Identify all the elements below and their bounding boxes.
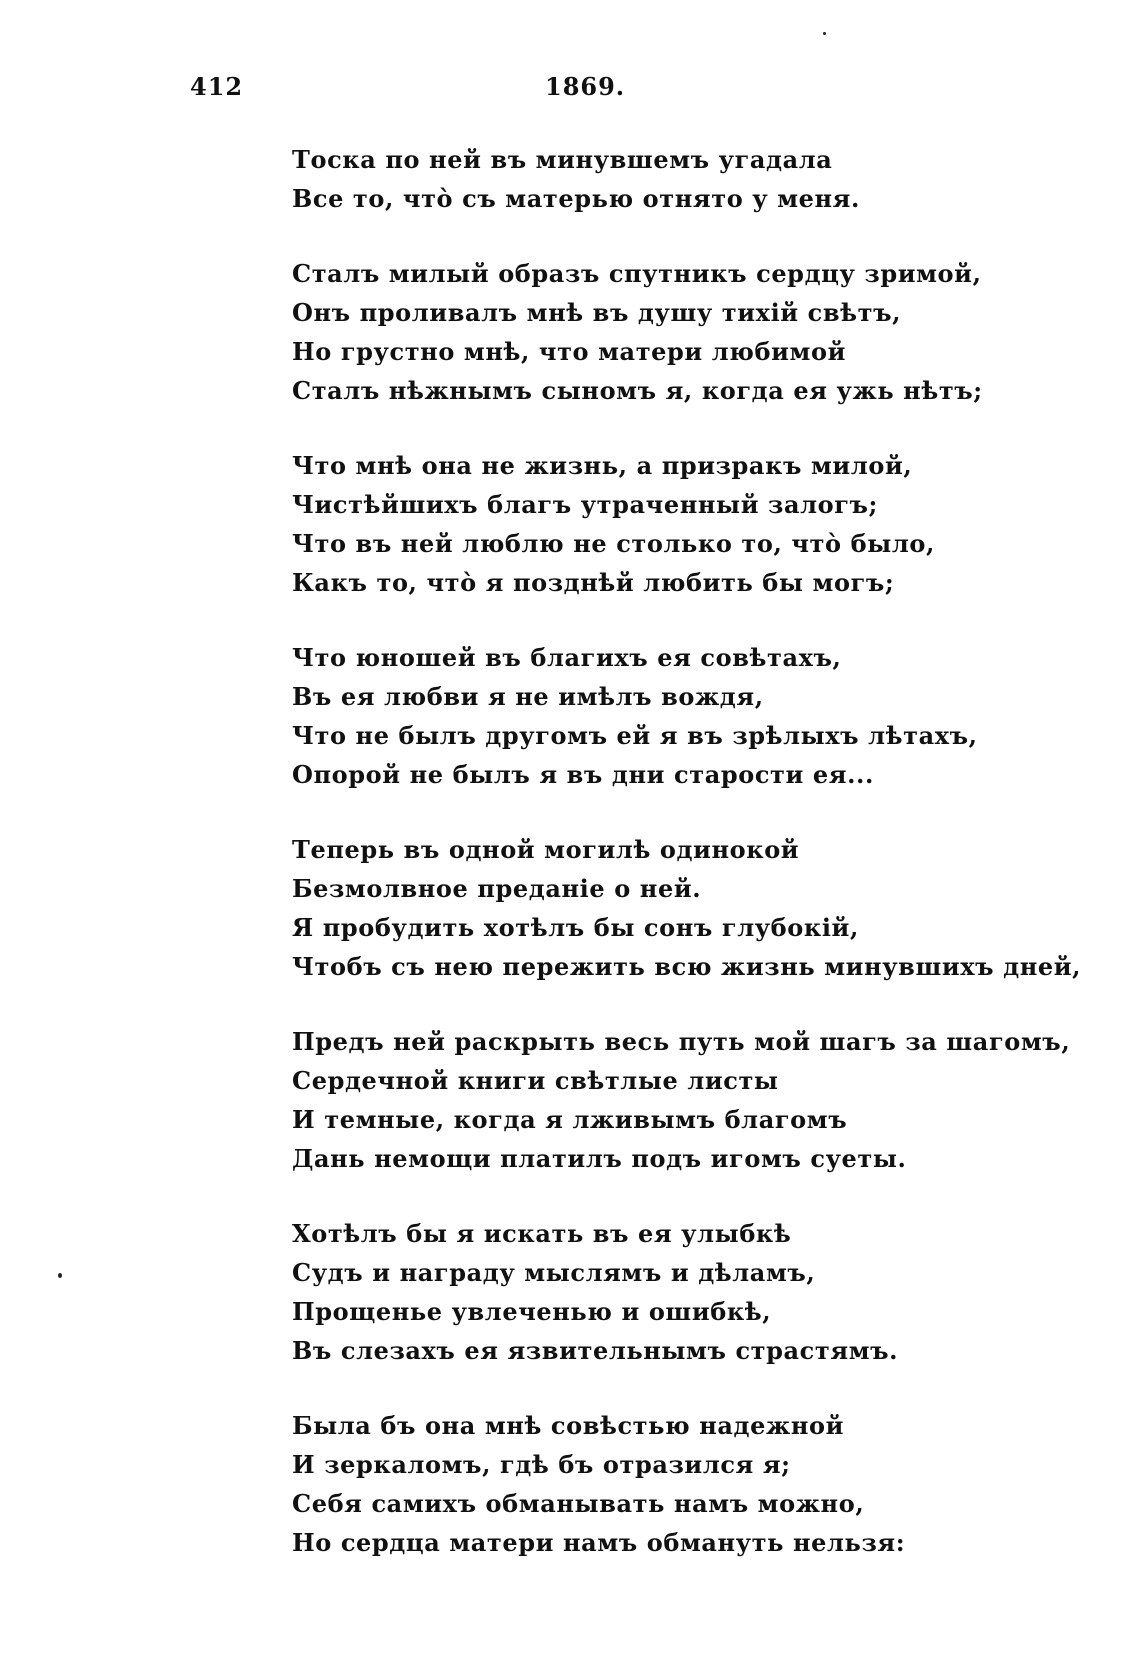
poem-line: Хотѣлъ бы я искать въ ея улыбкѣ (292, 1219, 792, 1248)
poem-line: Предъ ней раскрыть весь путь мой шагъ за шагомъ, (292, 1027, 1071, 1056)
stanza (292, 830, 1082, 986)
poem-line: Сталъ милый образъ спутникъ сердцу зримой, (292, 259, 982, 288)
poem-line: Была бъ она мнѣ совѣстью надежной (292, 1411, 844, 1440)
stanza (292, 1406, 1012, 1562)
print-speck (823, 32, 826, 35)
print-speck (58, 1273, 62, 1278)
poem-line: Я пробудить хотѣлъ бы сонъ глубокій, (292, 913, 859, 942)
poem-line: Все то, что̀ съ матерью отнято у меня. (292, 184, 860, 213)
stanza (292, 1214, 1012, 1370)
poem-line: Тоска по ней въ минувшемъ угадала (292, 145, 833, 174)
poem-line: Но сердца матери намъ обмануть нельзя: (292, 1528, 906, 1557)
running-header-year: 1869. (545, 72, 626, 101)
poem-line: Чтобъ съ нею пережить всю жизнь минувшихъ дней, (292, 952, 1082, 981)
poem-line: Сердечной книги свѣтлые листы (292, 1066, 779, 1095)
poem-line: И зеркаломъ, гдѣ бъ отразился я; (292, 1450, 791, 1479)
poem-line: И темные, когда я лживымъ благомъ (292, 1105, 848, 1134)
poem-line: Безмолвное преданіе о ней. (292, 874, 702, 903)
poem-line: Теперь въ одной могилѣ одинокой (292, 835, 800, 864)
poem-line: Судъ и награду мыслямъ и дѣламъ, (292, 1258, 816, 1287)
poem-line: Что въ ней люблю не столько то, что̀ было, (292, 529, 935, 558)
poem-line: Какъ то, что̀ я позднѣй любить бы могъ; (292, 568, 895, 597)
poem-line: Себя самихъ обманывать намъ можно, (292, 1489, 865, 1518)
stanza (292, 638, 1012, 794)
stanza (292, 140, 1012, 218)
stanza (292, 254, 1012, 410)
poem-line: Дань немощи платилъ подъ игомъ суеты. (292, 1144, 907, 1173)
poem-line: Опорой не былъ я въ дни старости ея... (292, 760, 874, 789)
poem-line: Что мнѣ она не жизнь, а призракъ милой, (292, 451, 913, 480)
stanza (292, 446, 1012, 602)
poem-line: Прощенье увлеченью и ошибкѣ, (292, 1297, 772, 1326)
page-number: 412 (190, 72, 244, 101)
poem-body (292, 140, 1082, 1598)
poem-line: Сталъ нѣжнымъ сыномъ я, когда ея ужь нѣтъ; (292, 376, 983, 405)
stanza (292, 1022, 1071, 1178)
poem-line: Онъ проливалъ мнѣ въ душу тихій свѣтъ, (292, 298, 902, 327)
poem-line: Но грустно мнѣ, что матери любимой (292, 337, 846, 366)
poem-line: Что не былъ другомъ ей я въ зрѣлыхъ лѣтахъ, (292, 721, 978, 750)
poem-line: Что юношей въ благихъ ея совѣтахъ, (292, 643, 842, 672)
poem-line: Чистѣйшихъ благъ утраченный залогъ; (292, 490, 879, 519)
poem-line: Въ слезахъ ея язвительнымъ страстямъ. (292, 1336, 899, 1365)
poem-line: Въ ея любви я не имѣлъ вождя, (292, 682, 764, 711)
